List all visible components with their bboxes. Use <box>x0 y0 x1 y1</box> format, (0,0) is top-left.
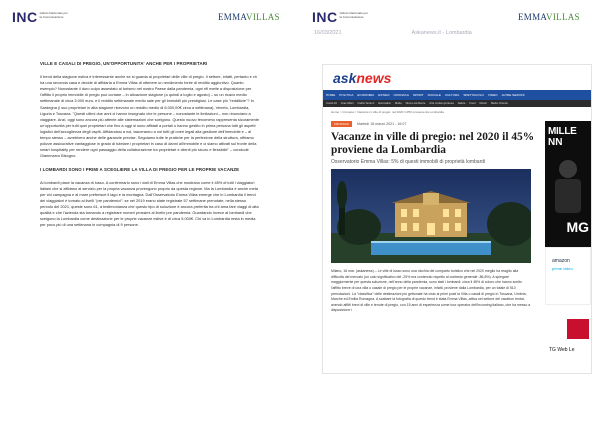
subnav-item[interactable]: Eurocalcio <box>378 102 391 105</box>
article-body: Milano, 16 mar. (askanews) – Le ville di lusso sono una nicchia del comparto turistico che nel 2020 meglio ha reagito alla difficoltà del mercato (un calo significativo del -25% ma contenuto rispetto al contesto generale -86,8%). A spiegare maggiormente per questa soluzione, nell'anno della pandemia, sono stati i lombardi: circa il 45% di coloro che hanno scelto l'affitto breve di una villa o casale di pregio per le proprie vacanze, infatti, proviene dalla Lombardia, per un totale di 510 prenotazioni. La "classifica" delle destinazioni più gettonate ha visto ai primi posti la Villa o casali di pregio in Toscana, Umbria, Marche ed Emilia Romagna. A scattare la fotografia di questo trend è stata Emma Villas, attiva nel settore del vacation rental, avendo affitti brevi di ville e tenute di pregio, con 15 anni di esperienza come tour operator dell'incoming italiano, che ha messo a disposizione i <box>331 269 531 313</box>
prime-video-label: prime video <box>552 266 573 271</box>
subnav-item[interactable]: Arte contemporanea <box>429 102 454 105</box>
ad-figure-icon <box>545 155 591 215</box>
askanews-logo-a: ask <box>333 69 357 86</box>
nav-item[interactable]: CRONACA <box>393 93 409 97</box>
emma-logo-part-b: VILLAS <box>246 12 280 22</box>
category-badge[interactable]: CRONACA <box>331 121 352 127</box>
site-subnav <box>323 100 591 107</box>
ad1-text-a: MILLE <box>548 126 577 137</box>
nav-item[interactable]: SOCIALE <box>427 93 441 97</box>
right-page <box>300 0 600 424</box>
nav-item[interactable]: HOME <box>326 93 336 97</box>
nav-item[interactable]: POLITICA <box>339 93 354 97</box>
article-title: Vacanze in ville di pregio: nel 2020 il 45% proviene da Lombardia <box>331 131 535 156</box>
article-subtitle: Osservatorio Emma Villas: 5% di questi immobili di proprietà lombardi <box>331 159 486 165</box>
ad-column <box>545 121 591 374</box>
ad-banner-dark[interactable] <box>545 121 591 247</box>
section-heading-2: I LOMBARDI SONO I PRIMI A SCEGLIERE LA VILLA DI PREGIO PER LE PROPRIE VACANZE <box>40 167 240 173</box>
inc-logo-subtitle: Istituto Nazionale per la Comunicazione <box>39 11 68 19</box>
emma-villas-logo <box>218 12 280 22</box>
inc-logo-text: INC <box>12 9 38 25</box>
nav-item[interactable]: ALTRE SEZIONI <box>501 93 525 97</box>
subnav-item[interactable]: Medio Oriente <box>490 102 508 105</box>
emma-villas-logo <box>518 12 580 22</box>
nav-item[interactable]: ESTERI <box>378 93 390 97</box>
audi-rings-icon <box>545 369 591 374</box>
inc-logo-mark <box>12 10 38 24</box>
inc-logo <box>312 10 370 24</box>
subnav-item[interactable]: Grav Affari <box>340 102 354 105</box>
ad-audi[interactable] <box>545 359 591 374</box>
emma-logo-part-b: VILLAS <box>546 12 580 22</box>
section-heading-1: VILLE E CASALI DI PREGIO, UN'OPPORTUNITA' ANCHE PER I PROPRIETARI <box>40 61 208 66</box>
nav-item[interactable]: SPETTACOLO <box>463 93 484 97</box>
amazon-label: amazon <box>552 258 570 264</box>
subnav-item[interactable]: Covid-19 <box>326 102 337 105</box>
ad-red-shape <box>567 319 589 339</box>
ad1-text-c: MG <box>566 219 589 235</box>
askanews-logo-b: news <box>356 69 392 86</box>
ad-tg-web[interactable]: TG Web Le <box>549 347 575 353</box>
site-header <box>323 65 591 90</box>
article <box>331 121 541 314</box>
article-screenshot <box>322 64 592 374</box>
askanews-logo[interactable] <box>333 70 391 86</box>
subnav-item[interactable]: Salute <box>457 102 466 105</box>
villa-photo <box>331 169 531 263</box>
inc-logo-subtitle: Istituto Nazionale per la Comunicazione <box>339 11 368 19</box>
inc-logo-mark <box>312 10 338 24</box>
subnav-item[interactable]: Motori <box>479 102 487 105</box>
subnav-item[interactable]: Nuovo Ambiente <box>405 102 426 105</box>
breadcrumb[interactable]: Home > Cronaca > Vacanze in ville di pregio: nel 2020 il 45% proviene da Lombardia <box>331 110 444 114</box>
article-date: Martedì 16 marzo 2021 - 16:07 <box>357 122 407 126</box>
subnav-item[interactable]: Moda <box>394 102 402 105</box>
ad1-text-b: NN <box>548 137 563 148</box>
nav-item[interactable]: VIDEO <box>487 93 498 97</box>
press-release-text <box>40 61 260 228</box>
nav-item[interactable]: CULTURA <box>444 93 460 97</box>
villa-night-image <box>331 169 531 263</box>
nav-item[interactable]: SPORT <box>412 93 424 97</box>
inc-logo-text: INC <box>312 9 338 25</box>
inc-logo <box>12 10 70 24</box>
site-nav <box>323 90 591 100</box>
ad-red-block[interactable] <box>545 309 591 345</box>
subnav-item[interactable]: Calcio Serie A <box>357 102 375 105</box>
emma-logo-part-a: EMMA <box>518 12 547 22</box>
publication-source: Askanews.it - Lombardia <box>411 30 472 36</box>
section-paragraph-1: Il trend della stagione estiva è interessante anche se si guarda ai proprietari delle ville di pregio. Il settore, infatti, pertanto e ch ha una seconda casa e decide di affidarla a Emma Villas di ottenere un rendimento fonte di reddito aggiuntivo. Quanto esempio? Nonostante il duro colpo assestato al turismo nel nostro Paese dalla pandemia, ogni rifi mette a disposizione per l'affitto il proprio immobile di pregio può contare – in alloazione stagione (a quindi a luglio e agosto) – su un ricavo medio settimanale di circa 3.000 euro, e il reddito settimanale medio sale per gli immobili più prestigiosi. Le case più "redditizie"? In Sardegna (i suo proprietari in alta stagione ricevono un reddito medio di 6.000,00€ circa a settimana), Veneto, Lombardia, Liguria e Toscana. "Questi ultimi due anni ci hanno insegnato che le persone – nonostante le limitazioni – non rinunciano a viaggiare. Anzi, oggi sono ancora più attente alle sistemazioni che scelgono. Questo nuovo fenomeno rappresenta sicuramente un'opportunità per tutti quei proprietari che fino a oggi si sono affidati a portali o hanno gestito in prima persona tutti gli aspetti logistici dell'accoglienza degli ospiti. Affidandosi a noi, lasceranno a noi tutti gli oneri legali alla gestione dell'immobile e – al tempo stesso – avrebbero anche delle garanzie precise. Seguiamo tutte le pratiche per la perfezione della struttura, offriamo polizze assicurative vantaggiose in grado di tutelare i proprietari in caso di danni all'immobile e ci siamo attivati sul fronte della smart hospitality per rendere ogni passaggio della collaborazione tra proprietari e clienti più sicuro e flessibile" – conclude Giammarco Bisogno. <box>40 74 260 159</box>
article-meta <box>331 121 541 127</box>
emma-logo-part-a: EMMA <box>218 12 247 22</box>
subnav-item[interactable]: Food <box>469 102 476 105</box>
publication-info <box>314 30 472 36</box>
section-paragraph-2: Ai lombardi piace la vacanza di lusso. A confermarlo sono i dati di Emma Villas che mostrano come il 45% di tutti i viaggiatori italiani che si affidano al servizio per la propria vacanza provengono proprio da questa regione. Ma la Lombardia è anche meta per chi campagna e al mare preferisce il lago e la montagna. Dall'Osservatorio Emma Villas emerge che in Lombardia il trend dei viaggiatori è tornato ai livelli "pre pandemici": se nel 2019 erano state registrate 57 settimane prenotate, nella stesso periodo del 2021, queste sono 61, a testimonianza che questo tipo di soluzione è ancora preferita tra chi ama fare viaggi di alta qualità e che l'azienda sta tornando a registrare numeri prossimi al livello pre pandemia. Guardando invece ai lombardi che scelgono la Lombardia come destinazione per le proprie vacanze estive è di circa 5.000€. Chi va in Lombardia resta in media per poco più di una settimana in compagnia di 9 persone. <box>40 179 259 228</box>
nav-item[interactable]: ECONOMIA <box>357 93 375 97</box>
publication-date: 16/03/2021 <box>314 30 342 36</box>
ad-prime-video[interactable] <box>545 247 591 305</box>
